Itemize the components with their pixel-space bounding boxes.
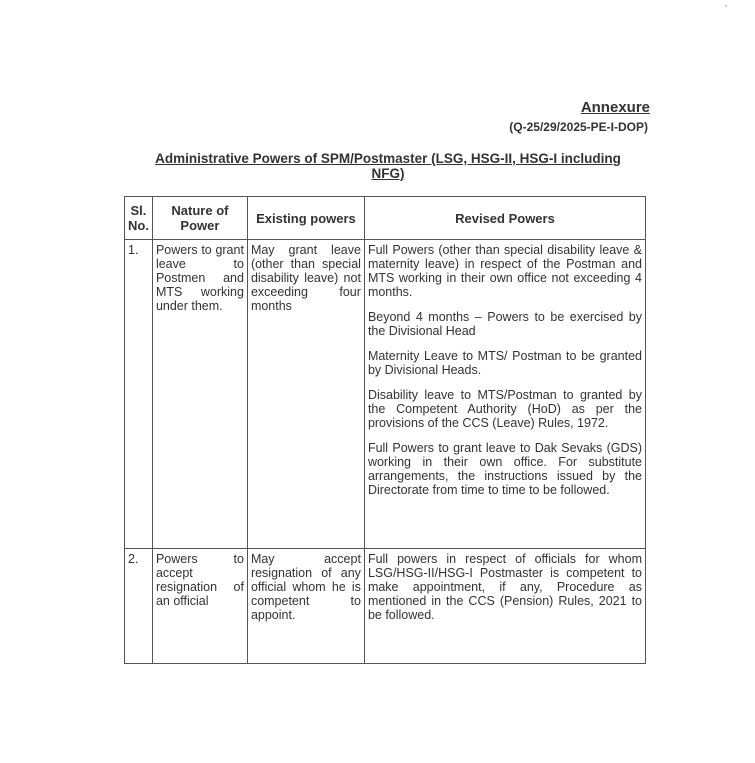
sl-cell: 1. xyxy=(125,240,153,549)
sl-cell: 2. xyxy=(125,549,153,664)
column-header-sl: Sl. No. xyxy=(125,197,153,240)
reference-number: (Q-25/29/2025-PE-I-DOP) xyxy=(509,120,648,134)
revised-paragraph: Full Powers (other than special disability leave & maternity leave) in respect of the Postman and MTS working in their own office not exceeding 4 months. xyxy=(367,243,642,299)
column-header-existing: Existing powers xyxy=(247,197,364,240)
annexure-title: Annexure xyxy=(580,99,650,116)
revised-paragraph: Disability leave to MTS/Postman to granted by the Competent Authority (HoD) as per the provisions of the CCS (Leave) Rules, 1972. xyxy=(367,388,642,430)
revised-paragraph: Maternity Leave to MTS/ Postman to be granted by Divisional Heads. xyxy=(367,349,642,377)
document-heading: Administrative Powers of SPM/Postmaster (LSG, HSG-II, HSG-I including NFG) xyxy=(155,151,621,181)
revised-cell xyxy=(364,240,645,549)
revised-paragraph: Full powers in respect of officials for whom LSG/HSG-II/HSG-I Postmaster is competent to make appointment, if any, Procedure as mentioned in the CCS (Pension) Rules, 2021 to be followed. xyxy=(367,552,642,622)
revised-paragraph: Beyond 4 months – Powers to be exercised by the Divisional Head xyxy=(367,310,642,338)
scan-speck xyxy=(725,5,727,7)
revised-paragraph: Full Powers to grant leave to Dak Sevaks (GDS) working in their own office. For substitute arrangements, the instructions issued by the Directorate from time to time to be followed. xyxy=(367,441,642,497)
existing-cell: May grant leave (other than special disability leave) not exceeding four months xyxy=(247,240,364,549)
revised-cell xyxy=(364,549,645,664)
table-header-row xyxy=(125,197,646,240)
table-row xyxy=(125,240,646,549)
table-row xyxy=(125,549,646,664)
nature-cell: Powers to grant leave to Postmen and MTS working under them. xyxy=(152,240,247,549)
existing-cell: May accept resignation of any official whom he is competent to appoint. xyxy=(247,549,364,664)
column-header-revised: Revised Powers xyxy=(364,197,645,240)
nature-cell: Powers to accept resignation of an official xyxy=(152,549,247,664)
column-header-nature: Nature of Power xyxy=(152,197,247,240)
powers-table xyxy=(124,196,646,664)
